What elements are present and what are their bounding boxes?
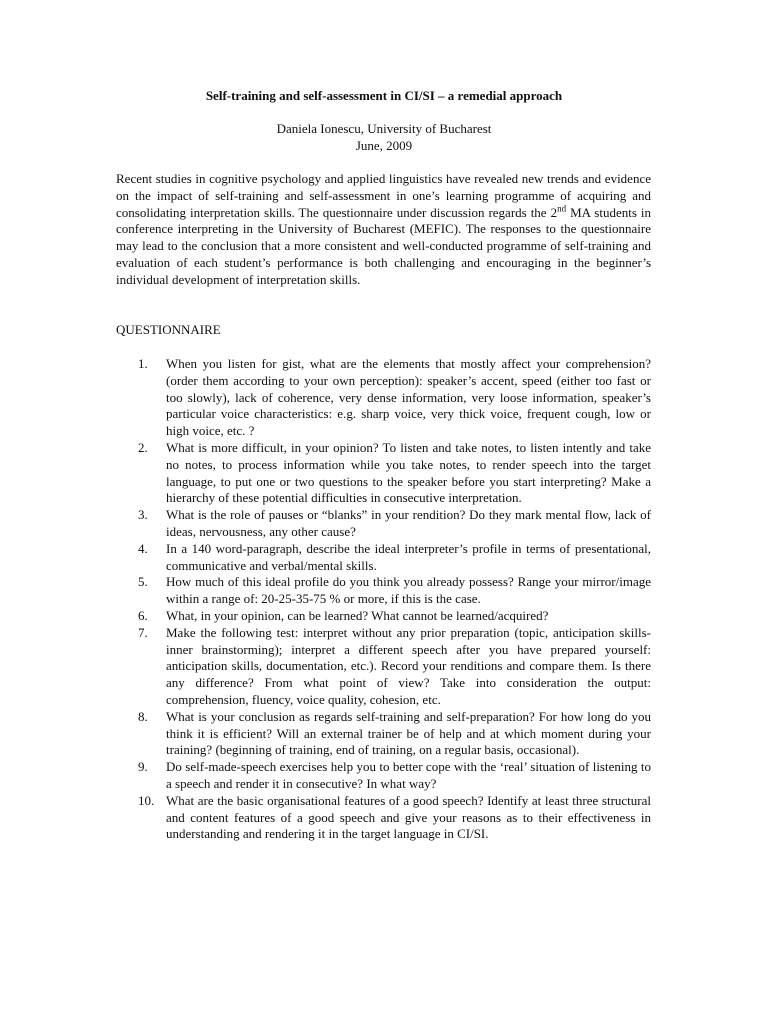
abstract-text-part1: Recent studies in cognitive psychology and applied linguistics have revealed new trends and evidence on the impact of self-training and self-assessment in one’s learning programme of acquiring and consolidating interpretation skills. The questionnaire under discussion regards the 2 xyxy=(116,171,651,220)
question-item xyxy=(138,608,651,625)
question-text: What are the basic organisational features of a good speech? Identify at least three structural and content features of a good speech and give your reasons as to their effectiveness in understanding and rendering it in the target language in CI/SI. xyxy=(166,792,651,842)
question-text: Do self-made-speech exercises help you to better cope with the ‘real’ situation of listening to a speech and render it in consecutive? In what way? xyxy=(166,759,651,791)
question-text: What is more difficult, in your opinion? To listen and take notes, to listen intently and take no notes, to process information while you take notes, to render speech into the target language, to put one or two questions to the speaker before you start interpreting? Make a hierarchy of these potential difficulties in consecutive interpretation. xyxy=(166,439,651,506)
section-heading: QUESTIONNAIRE xyxy=(116,322,221,337)
question-number: 3. xyxy=(138,507,148,523)
author-line: Daniela Ionescu, University of Bucharest xyxy=(276,121,492,136)
document-title: Self-training and self-assessment in CI/SI – a remedial approach xyxy=(205,88,563,103)
question-number: 1. xyxy=(138,356,148,371)
question-text: When you listen for gist, what are the elements that mostly affect your comprehension? (order them according to your own perception): speaker’s accent, speed (either too fast or too slowly), lack of coherence, very dense information, very loose information, speaker’s particular voice characteristics: e.g. sharp voice, very thick voice, frequent cough, low or high voice, etc. ? xyxy=(166,356,651,439)
question-item xyxy=(138,541,651,575)
question-text: Make the following test: interpret without any prior preparation (topic, anticipation skills- inner brainstorming); interpret a different speech after you have prepared yourself: anticipation skills, documentation, etc.). Record your renditions and compare them. Is there any difference? From what point of view? Take into consideration the output: comprehension, fluency, voice quality, cohesion, etc. xyxy=(166,624,651,707)
question-number: 7. xyxy=(138,624,148,640)
question-item xyxy=(138,709,651,759)
question-text: What, in your opinion, can be learned? What cannot be learned/acquired? xyxy=(166,607,549,623)
question-item xyxy=(138,440,651,507)
abstract-paragraph xyxy=(116,171,651,289)
question-number: 9. xyxy=(138,759,148,775)
question-number: 2. xyxy=(138,439,148,455)
question-item xyxy=(138,356,651,440)
question-item xyxy=(138,574,651,608)
question-number: 6. xyxy=(138,607,148,623)
question-item xyxy=(138,507,651,541)
date-line: June, 2009 xyxy=(355,138,413,153)
question-text: How much of this ideal profile do you think you already possess? Range your mirror/image within a range of: 20-25-35-75 % or more, if this is the case. xyxy=(166,574,651,607)
question-item xyxy=(138,793,651,843)
question-text: In a 140 word-paragraph, describe the ideal interpreter’s profile in terms of presentational, communicative and verbal/mental skills. xyxy=(166,540,651,573)
question-number: 4. xyxy=(138,540,148,556)
question-item xyxy=(138,625,651,709)
question-item xyxy=(138,759,651,793)
question-number: 8. xyxy=(138,708,148,724)
question-text: What is the role of pauses or “blanks” in your rendition? Do they mark mental flow, lack of ideas, nervousness, any other cause? xyxy=(166,507,651,539)
question-number: 10. xyxy=(138,792,155,808)
questionnaire-list xyxy=(138,356,651,843)
question-number: 5. xyxy=(138,574,148,590)
question-text: What is your conclusion as regards self-training and self-preparation? For how long do you think it is efficient? Will an external trainer be of help and at which moment during your training? (beginning of training, end of training, on a regular basis, occasional). xyxy=(166,708,651,758)
ordinal-superscript: nd xyxy=(557,203,567,214)
abstract-text-part2: MA students in conference interpreting in the University of Bucharest (MEFIC). The responses to the questionnaire may lead to the conclusion that a more consistent and well-conducted programme of self-training and evaluation of each student’s performance is both challenging and encouraging in the beginner’s individual development of interpretation skills. xyxy=(116,204,651,287)
